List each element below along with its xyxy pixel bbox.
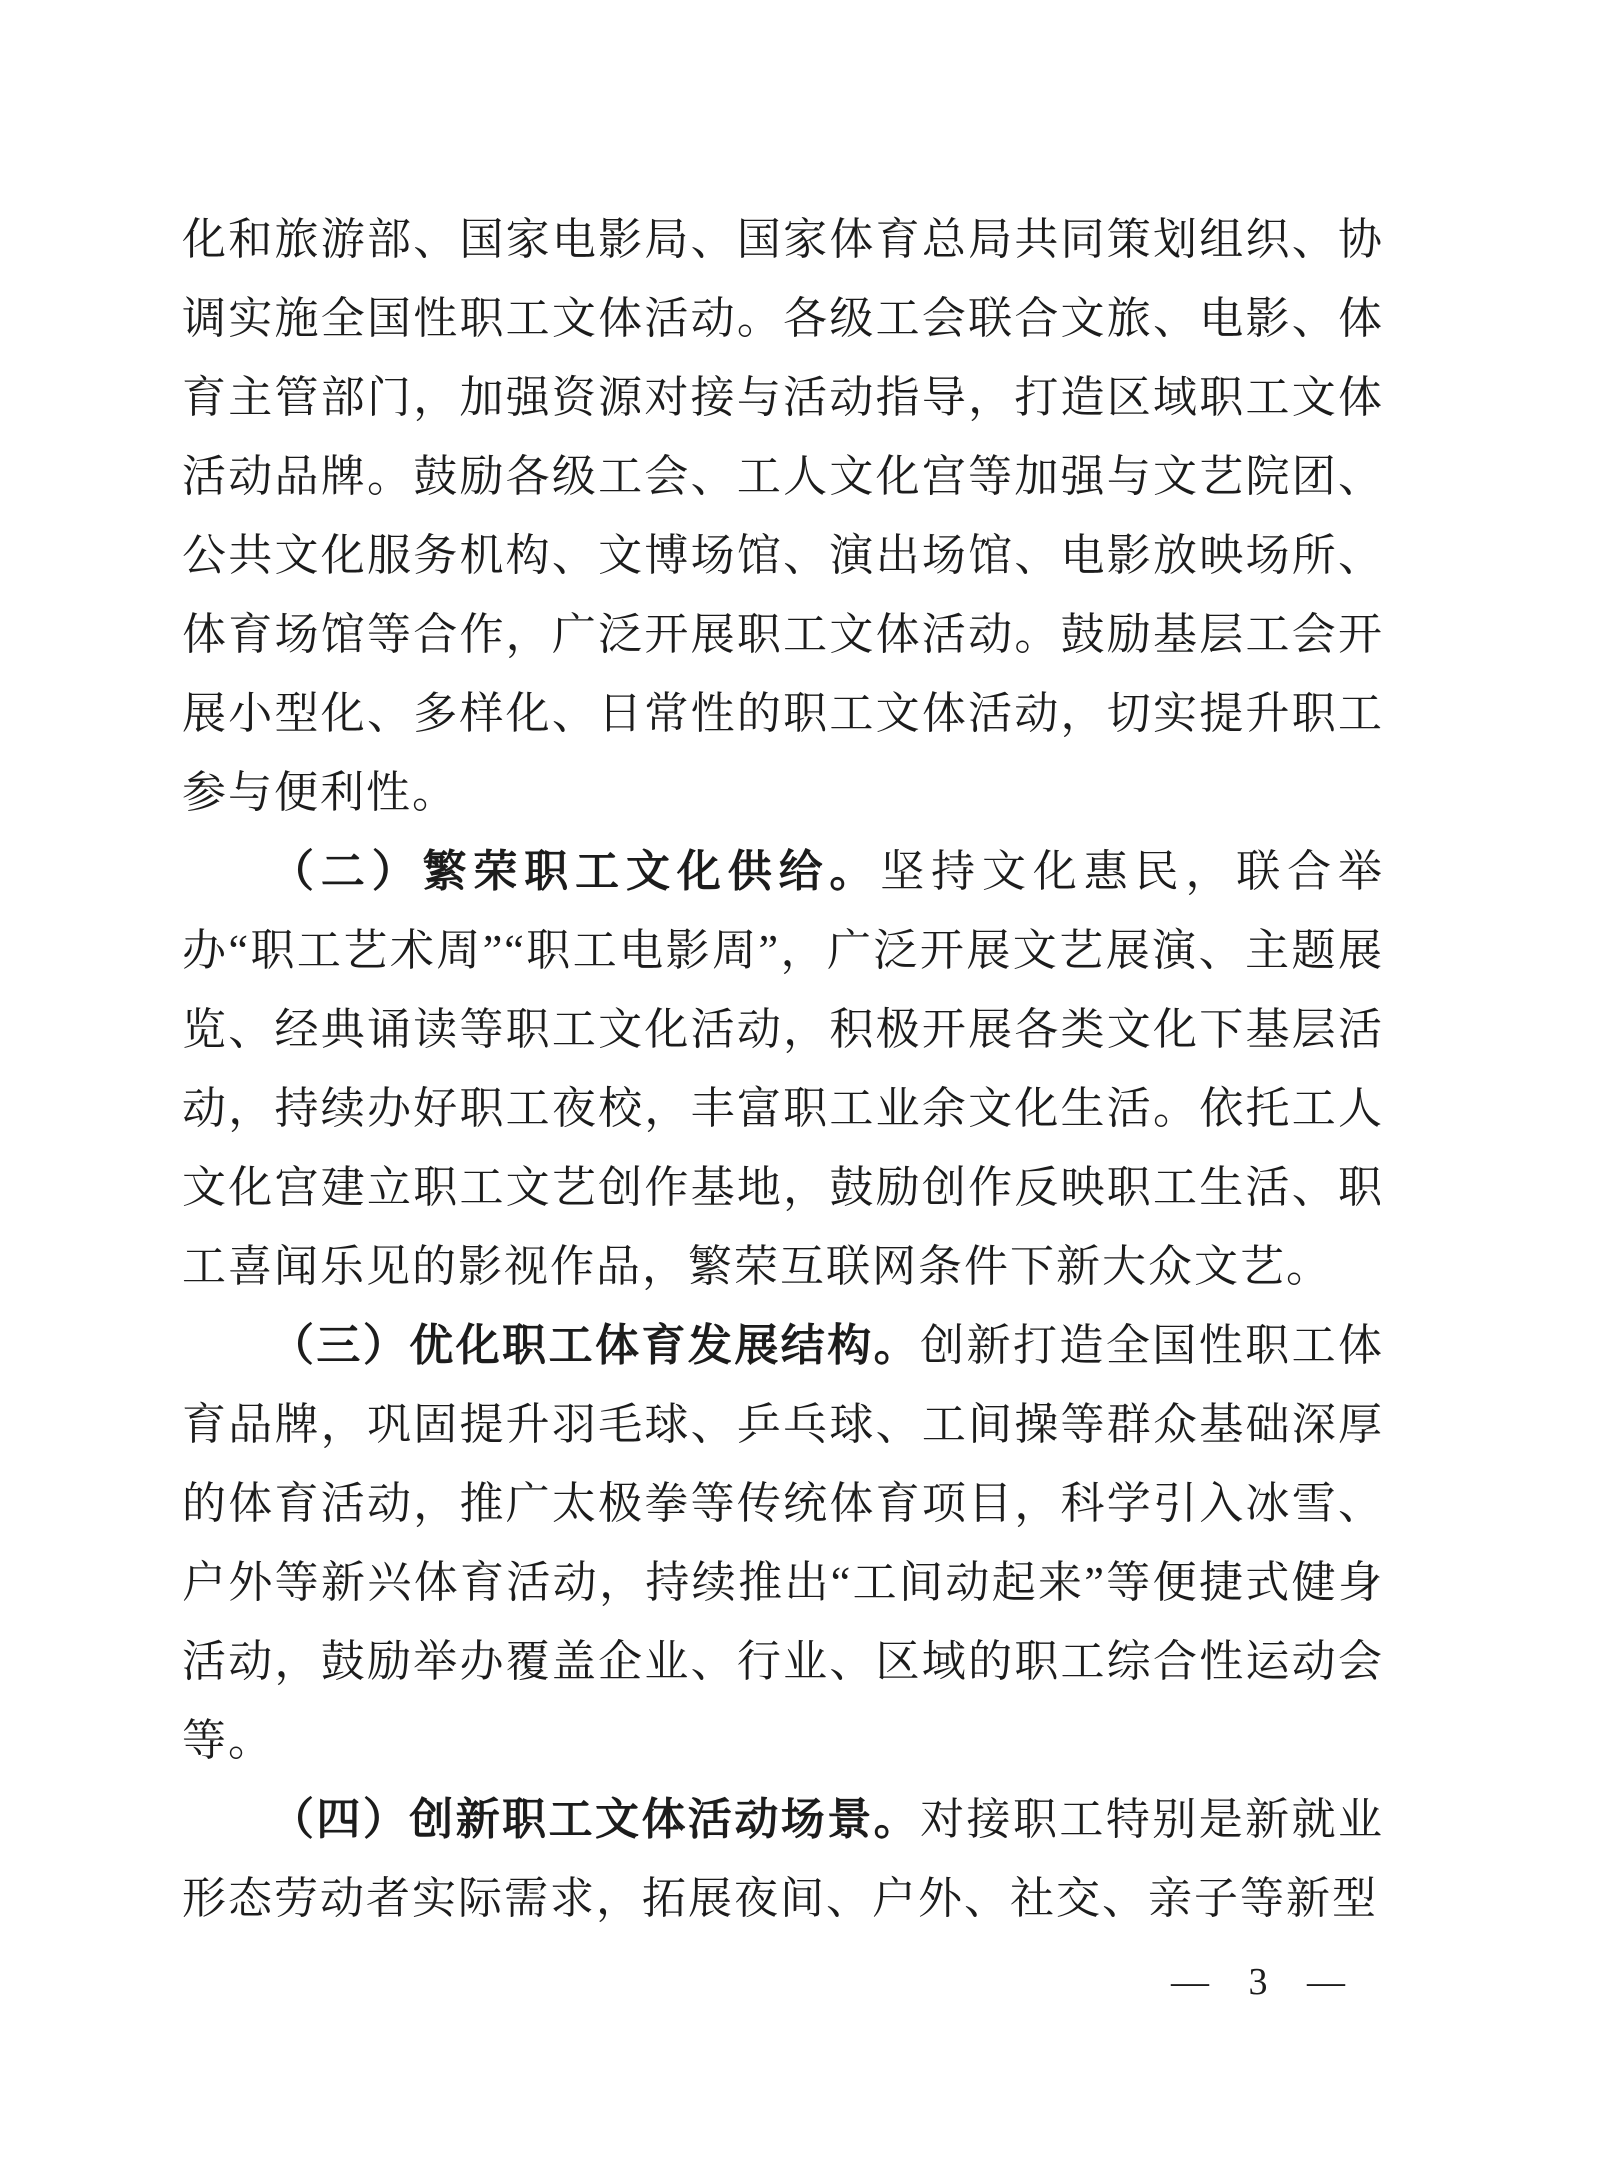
section-heading: （三）优化职工体育发展结构。	[270, 1321, 921, 1370]
paragraph	[182, 1780, 1384, 1938]
body-text: 坚持文化惠民，联合举办“职工艺术周”“职工电影周”，广泛开展文艺展演、主题展览、经典诵读等职工文化活动，积极开展各类文化下基层活动，持续办好职工夜校，丰富职工业余文化生活。依托工人文化宫建立职工文艺创作基地，鼓励创作反映职工生活、职工喜闻乐见的影视作品，繁荣互联网条件下新大众文艺。	[182, 847, 1385, 1291]
body-text: 创新打造全国性职工体育品牌，巩固提升羽毛球、乒乓球、工间操等群众基础深厚的体育活动，推广太极拳等传统体育项目，科学引入冰雪、户外等新兴体育活动，持续推出“工间动起来”等便捷式健身活动，鼓励举办覆盖企业、行业、区域的职工综合性运动会等。	[182, 1321, 1385, 1765]
paragraph	[182, 200, 1384, 832]
body-text: 对接职工特别是新就业形态劳动者实际需求，拓展夜间、户外、社交、亲子等新型	[182, 1795, 1385, 1923]
section-heading: （四）创新职工文体活动场景。	[270, 1795, 921, 1844]
page-number: — 3 —	[1171, 1961, 1347, 2003]
document-body	[182, 200, 1384, 1938]
body-text: 化和旅游部、国家电影局、国家体育总局共同策划组织、协调实施全国性职工文体活动。各级工会联合文旅、电影、体育主管部门，加强资源对接与活动指导，打造区域职工文体活动品牌。鼓励各级工会、工人文化宫等加强与文艺院团、公共文化服务机构、文博场馆、演出场馆、电影放映场所、体育场馆等合作，广泛开展职工文体活动。鼓励基层工会开展小型化、多样化、日常性的职工文体活动，切实提升职工参与便利性。	[182, 215, 1384, 817]
paragraph	[182, 832, 1384, 1306]
section-heading: （二）繁荣职工文化供给。	[270, 847, 881, 896]
paragraph	[182, 1306, 1384, 1780]
